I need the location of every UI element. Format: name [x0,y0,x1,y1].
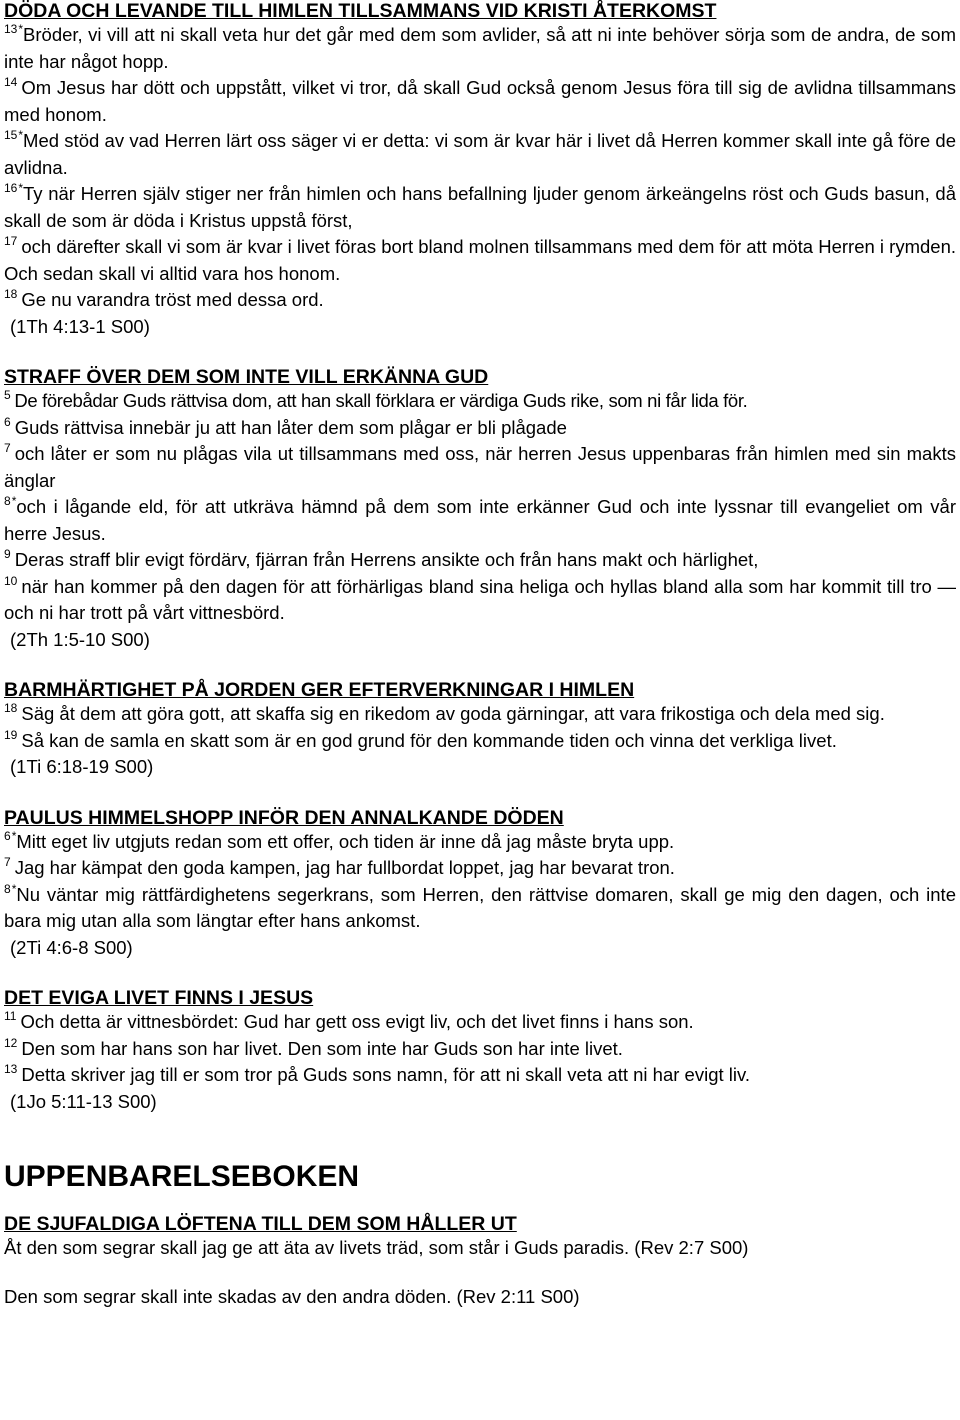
verse-text: och därefter skall vi som är kvar i livet föras bort bland molnen tillsammans med dem för att möta Herren i rymden. Och sedan skall vi alltid vara hos honom. [4,236,956,284]
verse [4,1036,956,1063]
section-heading: DET EVIGA LIVET FINNS I JESUS [4,987,314,1009]
footnote-mark: * [18,181,24,195]
verse-number: 7 [4,441,11,455]
verse-number: 5 [4,388,11,402]
verse-text: Deras straff blir evigt fördärv, fjärran från Herrens ansikte och från hans makt och härlighet, [14,549,759,570]
verse-number: 13 [4,22,18,36]
verse [4,22,956,75]
verse-text: Guds rättvisa innebär ju att han låter dem som plågar er bli plågade [14,416,567,438]
verse-number: 7 [4,855,11,869]
section-rev-2 [4,1213,956,1310]
verse [4,728,956,755]
scripture-reference: (2Ti 4:6-8 S00) [10,936,133,958]
verse-number: 18 [4,701,18,715]
verse-text: Jag har kämpat den goda kampen, jag har fullbordat loppet, jag har bevarat tron. [14,857,675,878]
verse-text: Den som har hans son har livet. Den som inte har Guds son har inte livet. [21,1037,623,1059]
verse [4,701,956,728]
verse-number: 6 [4,414,11,429]
verse [4,388,956,415]
section-heading: PAULUS HIMMELSHOPP INFÖR DEN ANNALKANDE DÖDEN [4,806,564,829]
scripture-reference: (1Jo 5:11-13 S00) [10,1090,157,1112]
verse-text: Så kan de samla en skatt som är en god grund för den kommande tiden och vinna det verkliga livet. [21,729,837,751]
section-1ti-6 [4,679,956,781]
footnote-mark: * [18,22,24,36]
footnote-mark: * [18,128,24,142]
section-2th-1 [4,366,956,653]
verse-text: Ge nu varandra tröst med dessa ord. [21,289,324,310]
promise-line: Åt den som segrar skall jag ge att äta av livets träd, som står i Guds paradis. (Rev 2:7 S00) [4,1237,749,1258]
book-title: UPPENBARELSEBOKEN [4,1160,360,1193]
scripture-reference: (1Th 4:13-1 S00) [10,315,150,337]
spacer [4,1195,956,1213]
verse [4,882,956,935]
verse-number: 11 [4,1009,17,1023]
verse-text: De förebådar Guds rättvisa dom, att han skall förklara er värdiga Guds rike, som ni får lida för. [14,390,748,411]
promise-line: Den som segrar skall inte skadas av den andra döden. (Rev 2:11 S00) [4,1285,580,1307]
section-1jo-5 [4,987,956,1115]
verse-number: 8 [4,494,11,508]
section-heading: STRAFF ÖVER DEM SOM INTE VILL ERKÄNNA GUD [4,366,489,388]
verse [4,415,956,442]
verse-text: när han kommer på den dagen för att förhärligas bland sina heliga och hyllas bland alla som har kommit till tro — och ni har trott på vårt vittnesbörd. [4,575,956,623]
footnote-mark: * [11,828,17,843]
scripture-reference: (2Th 1:5-10 S00) [10,628,150,650]
verse-number: 10 [4,573,18,588]
footnote-mark: * [11,494,17,508]
verse-number: 15 [4,128,18,142]
verse [4,547,956,574]
spacer [4,1115,956,1159]
verse [4,287,956,314]
verse-number: 17 [4,234,18,248]
spacer [4,961,956,987]
verse-text: och i lågande eld, för att utkräva hämnd på dem som inte erkänner Gud och inte lyssnar till evangeliet om vår herre Jesus. [4,496,956,544]
verse-number: 8 [4,881,11,896]
section-heading: BARMHÄRTIGHET PÅ JORDEN GER EFTERVERKNINGAR I HIMLEN [4,679,635,701]
verse-number: 6 [4,828,11,843]
footnote-mark: * [11,881,17,896]
scripture-reference: (1Ti 6:18-19 S00) [10,756,154,777]
verse-text: Nu väntar mig rättfärdighetens segerkrans, som Herren, den rättvise domaren, skall ge mig den dagen, och inte bara mig utan alla som längtar efter hans ankomst. [4,883,956,931]
section-heading: DÖDA OCH LEVANDE TILL HIMLEN TILLSAMMANS VID KRISTI ÅTERKOMST [4,0,717,22]
verse [4,75,956,128]
spacer [4,653,956,679]
section-1th-4 [4,0,956,340]
verse-text: och låter er som nu plågas vila ut tillsammans med oss, när herren Jesus uppenbaras från himlen med sin makts änglar [4,443,956,491]
verse-text: Mitt eget liv utgjuts redan som ett offer, och tiden är inne då jag måste bryta upp. [16,830,675,852]
verse-number: 13 [4,1062,18,1076]
verse-text: Ty när Herren själv stiger ner från himlen och hans befallning ljuder genom ärkeängelns röst och Guds basun, då skall de som är döda i Kristus uppstå först, [4,183,956,231]
section-2ti-4 [4,807,956,962]
verse-text: Om Jesus har dött och uppstått, vilket vi tror, då skall Gud också genom Jesus föra till sig de avlidna tillsammans med honom. [4,77,956,125]
verse-text: Med stöd av vad Herren lärt oss säger vi er detta: vi som är kvar här i livet då Herren kommer skall inte gå före de avlidna. [4,130,956,178]
spacer [4,1262,956,1284]
verse [4,829,956,856]
verse [4,441,956,494]
verse [4,574,956,627]
verse [4,1009,956,1036]
verse-number: 18 [4,287,18,301]
verse [4,494,956,547]
verse-text: Detta skriver jag till er som tror på Guds sons namn, för att ni skall veta att ni har evigt liv. [21,1064,750,1085]
spacer [4,781,956,807]
section-heading: DE SJUFALDIGA LÖFTENA TILL DEM SOM HÅLLER UT [4,1213,517,1235]
verse-text: Bröder, vi vill att ni skall veta hur det går med dem som avlider, så att ni inte behöver sörja som de andra, de som inte har något hopp. [4,24,956,72]
verse [4,855,956,882]
verse-number: 14 [4,75,18,89]
spacer [4,340,956,366]
verse-text: Och detta är vittnesbördet: Gud har gett oss evigt liv, och det livet finns i hans son. [20,1011,694,1032]
verse-number: 16 [4,181,18,195]
verse-number: 19 [4,727,18,742]
verse [4,128,956,181]
verse-text: Säg åt dem att göra gott, att skaffa sig en rikedom av goda gärningar, att vara frikostiga och dela med sig. [21,703,885,724]
verse [4,181,956,234]
verse-number: 9 [4,547,11,561]
verse [4,234,956,287]
verse-number: 12 [4,1035,18,1050]
verse [4,1062,956,1089]
